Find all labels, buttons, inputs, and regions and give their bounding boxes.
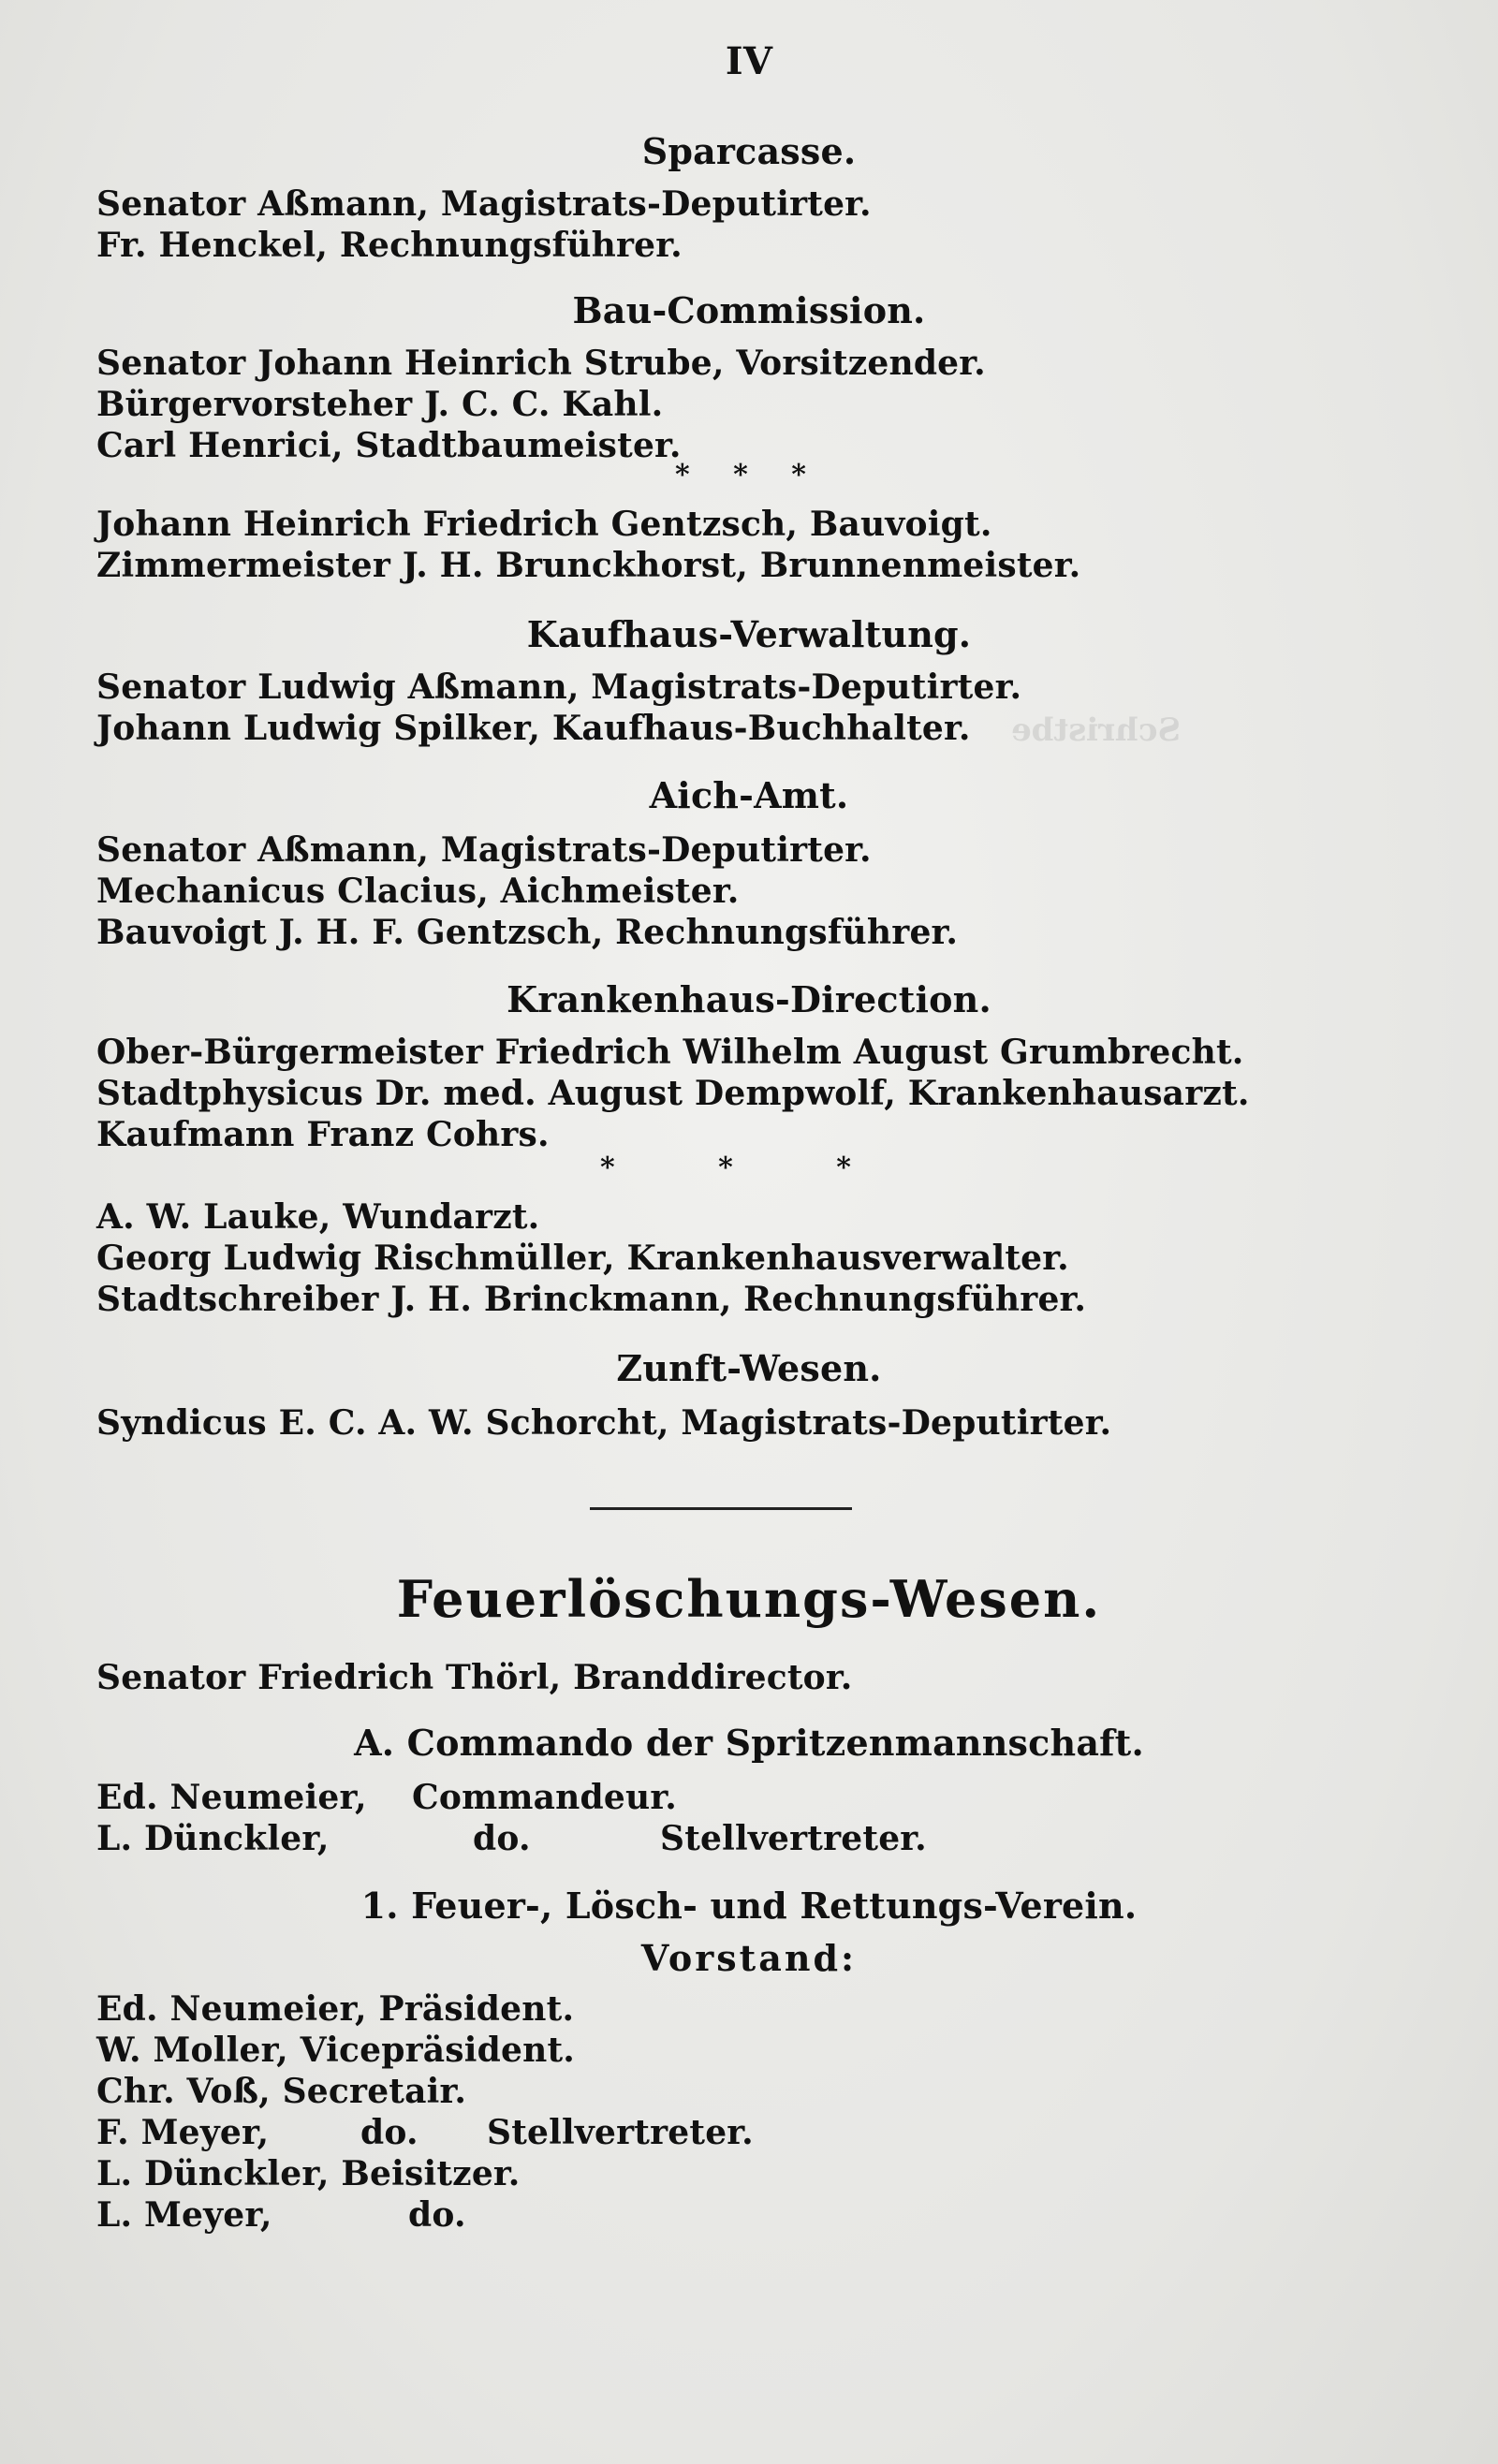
text-line-role: Commandeur. <box>412 1778 677 1817</box>
text-line: Stadtphysicus Dr. med. August Dempwolf, Krankenhausarzt. <box>96 1074 1250 1113</box>
text-line-role: Stellvertreter. <box>487 2113 754 2152</box>
subsection-label-vorstand: Vorstand: <box>640 1937 858 1979</box>
text-line: Fr. Henckel, Rechnungsführer. <box>96 226 683 265</box>
text-line: Zimmermeister J. H. Brunckhorst, Brunnenmeister. <box>96 546 1081 585</box>
text-line: Johann Ludwig Spilker, Kaufhaus-Buchhalter. <box>96 709 971 748</box>
text-line: Johann Heinrich Friedrich Gentzsch, Bauvoigt. <box>96 505 992 544</box>
text-line: Chr. Voß, Secretair. <box>96 2072 467 2111</box>
section-title-kaufhaus: Kaufhaus-Verwaltung. <box>526 613 972 655</box>
ditto-mark: do. <box>408 2195 466 2235</box>
text-line: A. W. Lauke, Wundarzt. <box>96 1197 540 1237</box>
text-line: Ober-Bürgermeister Friedrich Wilhelm August Grumbrecht. <box>96 1033 1244 1072</box>
ditto-mark: do. <box>360 2113 419 2152</box>
bleed-through-mark: Schristbe <box>1011 711 1182 749</box>
text-line: L. Meyer, <box>96 2195 272 2235</box>
text-line: Senator Johann Heinrich Strube, Vorsitzender. <box>96 344 986 383</box>
page-number: IV <box>725 39 773 83</box>
ditto-mark: do. <box>473 1819 531 1858</box>
text-line: F. Meyer, <box>96 2113 270 2152</box>
text-line: Stadtschreiber J. H. Brinckmann, Rechnungsführer. <box>96 1280 1087 1319</box>
separator-stars: * * * <box>675 459 823 491</box>
text-line: Kaufmann Franz Cohrs. <box>96 1115 550 1154</box>
section-title-zunft: Zunft-Wesen. <box>616 1347 882 1389</box>
text-line: Mechanicus Clacius, Aichmeister. <box>96 872 740 911</box>
text-line-role: Stellvertreter. <box>660 1819 927 1858</box>
text-line: Senator Aßmann, Magistrats-Deputirter. <box>96 184 872 224</box>
section-title-sparcasse: Sparcasse. <box>641 130 857 172</box>
text-line: Carl Henrici, Stadtbaumeister. <box>96 426 682 465</box>
section-title-bau-commission: Bau-Commission. <box>572 289 926 331</box>
text-line: Syndicus E. C. A. W. Schorcht, Magistrats-Deputirter. <box>96 1403 1112 1443</box>
text-line: L. Dünckler, <box>96 1819 330 1858</box>
text-line: Ed. Neumeier, <box>96 1778 367 1817</box>
main-heading-feuerloeschung: Feuerlöschungs-Wesen. <box>396 1569 1102 1629</box>
subsection-title-commando: A. Commando der Spritzenmannschaft. <box>354 1722 1144 1764</box>
text-line: Senator Ludwig Aßmann, Magistrats-Deputirter. <box>96 667 1022 707</box>
section-title-krankenhaus: Krankenhaus-Direction. <box>507 978 991 1020</box>
text-line: Ed. Neumeier, Präsident. <box>96 1989 575 2029</box>
text-line: Senator Friedrich Thörl, Branddirector. <box>96 1658 853 1697</box>
text-line: Bauvoigt J. H. F. Gentzsch, Rechnungsführer. <box>96 913 959 952</box>
horizontal-rule <box>590 1507 852 1510</box>
section-title-aich-amt: Aich-Amt. <box>649 774 849 816</box>
subsection-title-verein: 1. Feuer-, Lösch- und Rettungs-Verein. <box>360 1885 1138 1927</box>
text-line: Georg Ludwig Rischmüller, Krankenhausverwalter. <box>96 1239 1069 1278</box>
text-line: L. Dünckler, Beisitzer. <box>96 2154 521 2193</box>
text-line: Senator Aßmann, Magistrats-Deputirter. <box>96 830 872 870</box>
separator-stars: * * * <box>600 1151 898 1184</box>
text-line: Bürgervorsteher J. C. C. Kahl. <box>96 385 664 424</box>
text-line: W. Moller, Vicepräsident. <box>96 2031 576 2070</box>
